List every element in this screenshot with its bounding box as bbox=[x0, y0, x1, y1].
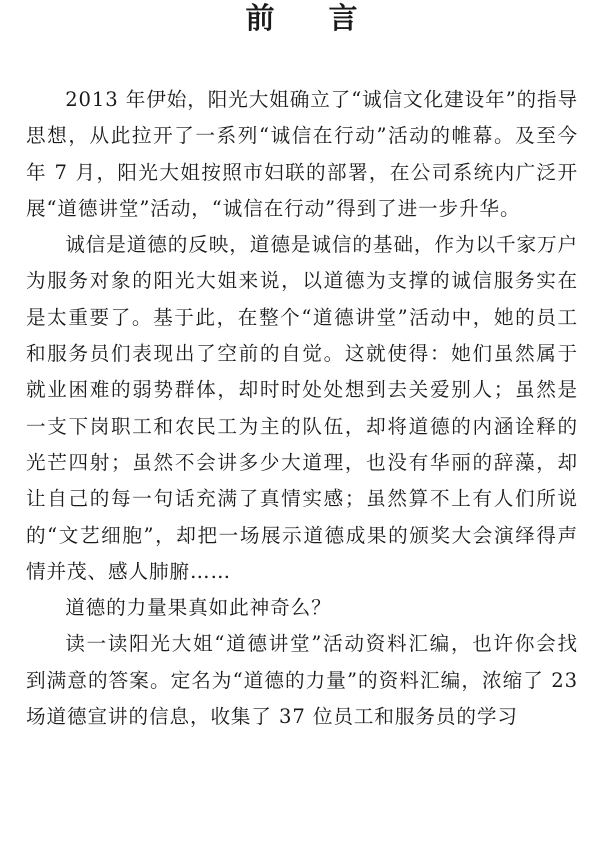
paragraph-3: 道德的力量果真如此神奇么？ bbox=[65, 596, 332, 620]
body-text bbox=[26, 82, 578, 735]
paragraph-2: 诚信是道德的反映，道德是诚信的基础，作为以千家万户为服务对象的阳光大姐来说，以道德为支撑的诚信服务实在是太重要了。基于此，在整个“道德讲堂”活动中，她的员工和服务员们表现出了空前的自觉。这就使得：她们虽然属于就业困难的弱势群体，却时时处处想到去关爱别人；虽然是一支下岗职工和农民工为主的队伍，却将道德的内涵诠释的光芒四射；虽然不会讲多少大道理，也没有华丽的辞藻，却让自己的每一句话充满了真情实感；虽然算不上有人们所说的“文艺细胞”，却把一场展示道德成果的颁奖大会演绎得声情并茂、感人肺腑…… bbox=[26, 233, 578, 583]
paragraph-4: 读一读阳光大姐“道德讲堂”活动资料汇编，也许你会找到满意的答案。定名为“道德的力量”的资料汇编，浓缩了 23 场道德宣讲的信息，收集了 37 位员工和服务员的学习 bbox=[26, 632, 578, 729]
paragraph-1: 2013 年伊始，阳光大姐确立了“诚信文化建设年”的指导思想，从此拉开了一系列“诚信在行动”活动的帷幕。及至今年 7 月，阳光大姐按照市妇联的部署，在公司系统内广泛开展“道德讲堂”活动，“诚信在行动”得到了进一步升华。 bbox=[26, 88, 578, 220]
page-title: 前 言 bbox=[245, 1, 380, 35]
